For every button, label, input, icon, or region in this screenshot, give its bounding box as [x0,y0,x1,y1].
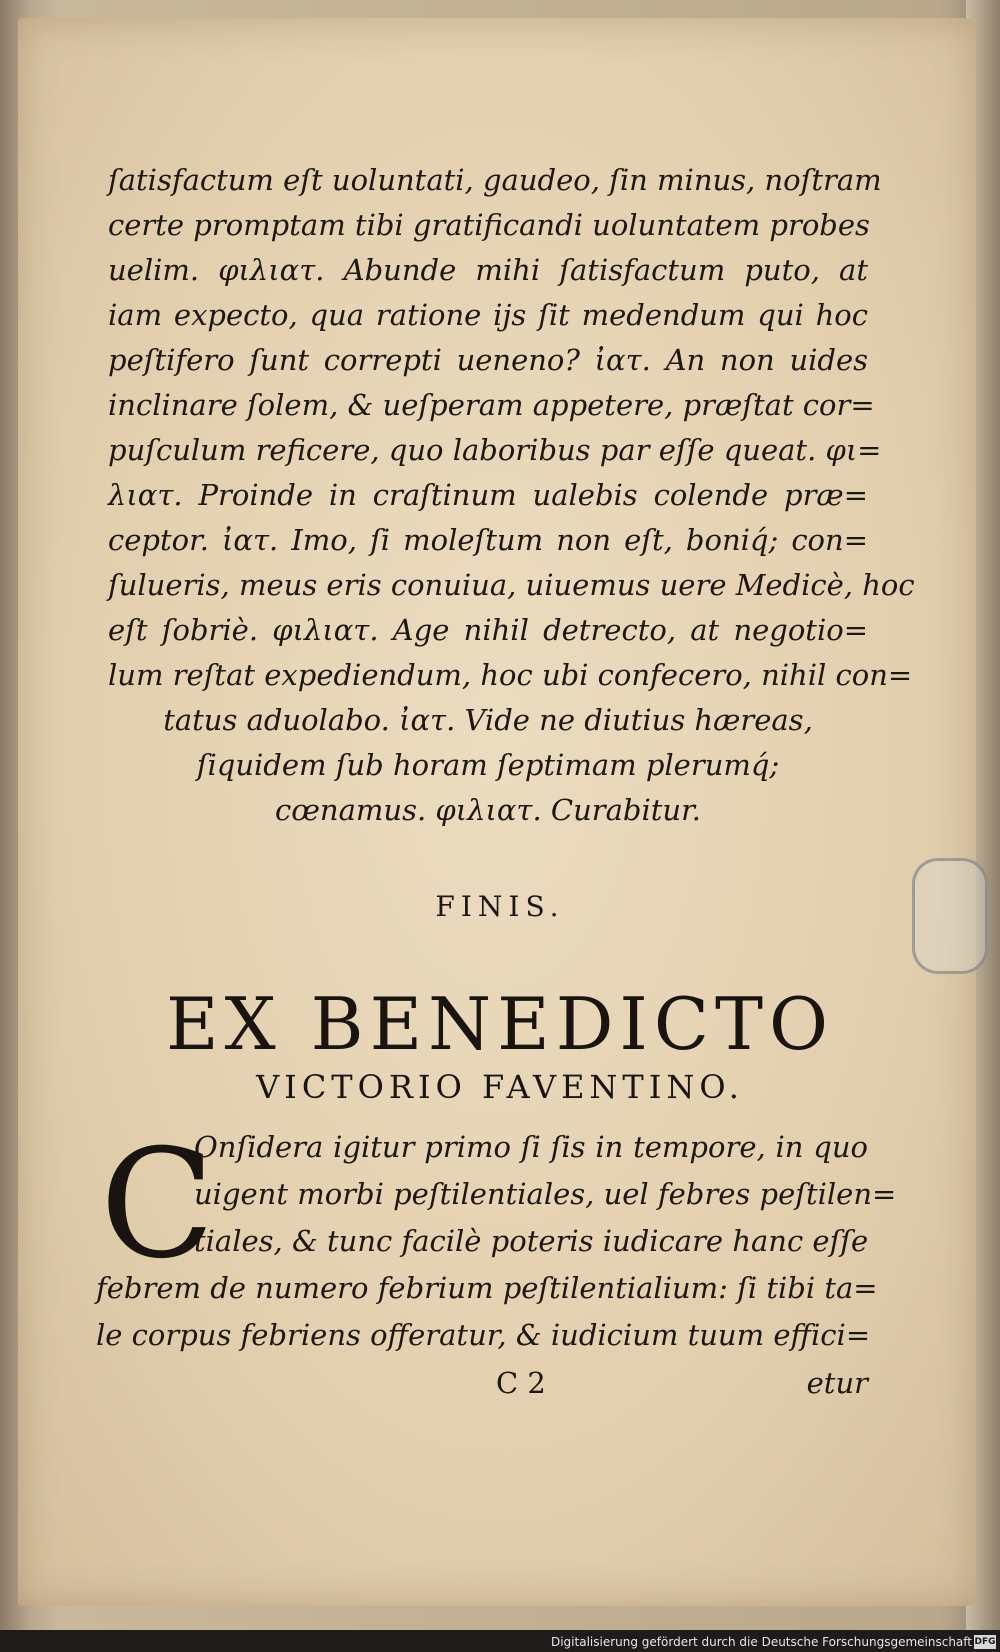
text-line: puſculum reficere, quo laboribus par eſſe queat. φι= [108,433,882,467]
credit-text: Digitalisierung gefördert durch die Deutsche Forschungsgemeinschaft [550,1635,972,1649]
text-line: ſulueris, meus eris conuiua, uiuemus uere Medicè, hoc [108,568,915,602]
text-line: ceptor. ἰατ. Imo, ſi moleſtum non eſt, boniq́; con= [108,523,868,557]
dfg-logo-icon: DFG [974,1637,996,1647]
text-line: ſatisfactum eſt uoluntati, gaudeo, ſin minus, noſtram [108,163,882,197]
finis-label: FINIS. [435,890,565,923]
paragraph-line: febrem de numero febrium peſtilentialium: ſi tibi ta= [96,1271,878,1305]
body-paragraph [96,1118,897,1359]
paragraph-line: tiales, & tunc facilè poteris iudicare hanc eſſe [194,1224,869,1258]
text-line: iam expecto, qua ratione ijs ſit medendum qui hoc [108,298,868,332]
text-line: tatus aduolabo. ἰατ. Vide ne diutius hæreas, [163,703,813,737]
credit-bar [0,1630,1000,1652]
text-line: ſiquidem ſub horam ſeptimam plerumq́; [196,748,780,782]
section-heading: EX BENEDICTO [165,982,835,1066]
paragraph-line: Onſidera igitur primo ſi ſis in tempore, in quo [194,1130,868,1164]
text-line: eſt ſobriè. φιλιατ. Age nihil detrecto, at negotio= [108,613,868,647]
signature-mark: C 2 [496,1366,546,1400]
paragraph-line: uigent morbi peſtilentiales, uel febres peſtilen= [194,1177,897,1211]
text-line: peſtifero ſunt correpti ueneno? ἰατ. An non uides [108,343,868,377]
catchword: etur [806,1366,868,1400]
drop-capital: C [100,1118,215,1292]
text-line: cœnamus. φιλιατ. Curabitur. [275,793,701,827]
text-line: inclinare ſolem, & ueſperam appetere, præſtat cor= [108,388,875,422]
section-subheading: VICTORIO FAVENTINO. [256,1068,744,1106]
paragraph-line: le corpus febriens offeratur, & iudicium tuum effici= [96,1318,871,1352]
dialogue-text [108,158,915,833]
text-line: uelim. φιλιατ. Abunde mihi ſatisfactum puto, at [108,253,868,287]
text-line: lum reſtat expediendum, hoc ubi confecero, nihil con= [108,658,913,692]
text-line: certe promptam tibi gratificandi uoluntatem probes [108,208,870,242]
text-line: λιατ. Proinde in craſtinum ualebis colende præ= [108,478,868,512]
